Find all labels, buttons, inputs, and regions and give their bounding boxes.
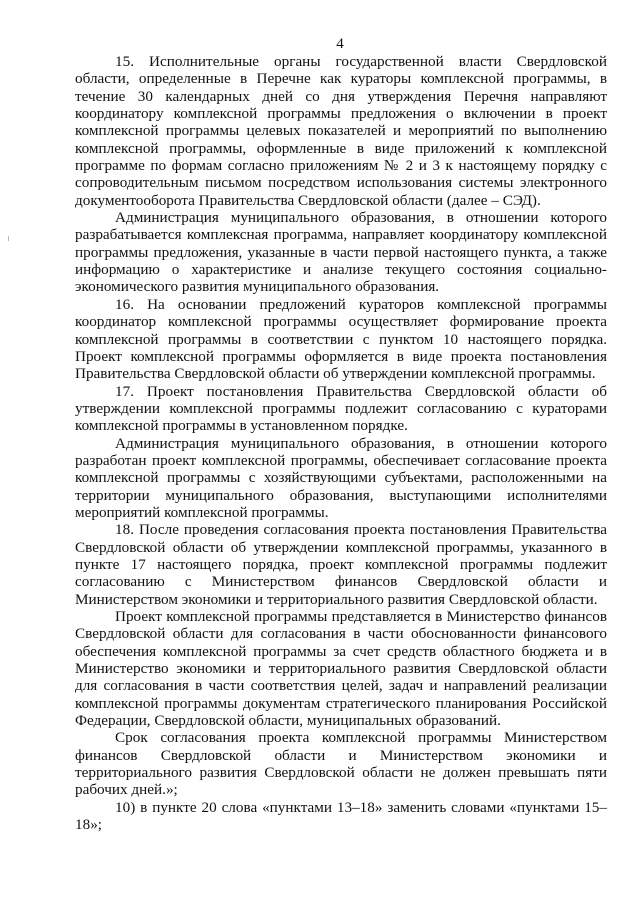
margin-mark bbox=[8, 236, 9, 241]
paragraph-approval-deadline: Срок согласования проекта комплексной программы Министерством финансов Свердловской области и Министерством экономики и территориального развития Свердловской области не должен превышать пяти рабочих дней.»; bbox=[75, 729, 607, 799]
paragraph-item-15: 15. Исполнительные органы государственной власти Свердловской области, определенные в Перечне как кураторы комплексной программы, в течение 30 календарных дней со дня утверждения Перечня направляют координатору комплексной программы предложения о включении в проект комплексной программы целевых показателей и мероприятий по выполнению комплексной программы, оформленные в виде приложений к комплексной программе по формам согласно приложениям № 2 и 3 к настоящему порядку с сопроводительным письмом посредством использования системы электронного документооборота Правительства Свердловской области (далее – СЭД). bbox=[75, 53, 607, 209]
paragraph-ministry-submission: Проект комплексной программы представляется в Министерство финансов Свердловской области для согласования в части обоснованности финансового обеспечения комплексной программы за счет средств областного бюджета и в Министерство экономики и территориального развития Свердловской области для согласования в части соответствия целей, задач и направлений реализации комплексной программы документам стратегического планирования Российской Федерации, Свердловской области, муниципальных образований. bbox=[75, 608, 607, 730]
paragraph-item-16: 16. На основании предложений кураторов комплексной программы координатор комплексной программы осуществляет формирование проекта комплексной программы в соответствии с пунктом 10 настоящего порядка. Проект комплексной программы оформляется в виде проекта постановления Правительства Свердловской области об утверждении комплексной программы. bbox=[75, 295, 607, 383]
paragraph-item-18: 18. После проведения согласования проекта постановления Правительства Свердловской области об утверждении комплексной программы, указанного в пункте 17 настоящего порядка, проект комплексной программы подлежит согласованию с Министерством финансов Свердловской области и Министерством экономики и территориального развития Свердловской области. bbox=[75, 521, 607, 608]
paragraph-municipal-approval: Администрация муниципального образования, в отношении которого разработан проект комплексной программы, обеспечивает согласование проекта комплексной программы с хозяйствующими субъектами, расположенными на территории муниципального образования, выступающими исполнителями мероприятий комплексной программы. bbox=[75, 434, 607, 521]
page-number: 4 bbox=[336, 36, 344, 52]
paragraph-municipal-proposals: Администрация муниципального образования, в отношении которого разрабатывается комплексная программа, направляет координатору комплексной программы предложения, указанные в части первой настоящего пункта, а также информацию о характеристике и анализе текущего состояния социально-экономического развития муниципального образования. bbox=[75, 209, 607, 296]
paragraph-item-17: 17. Проект постановления Правительства Свердловской области об утверждении комплексной программы подлежит согласованию с кураторами комплексной программы в установленном порядке. bbox=[75, 382, 607, 435]
document-body bbox=[75, 53, 607, 833]
paragraph-amendment-10: 10) в пункте 20 слова «пунктами 13–18» заменить словами «пунктами 15–18»; bbox=[75, 798, 607, 834]
